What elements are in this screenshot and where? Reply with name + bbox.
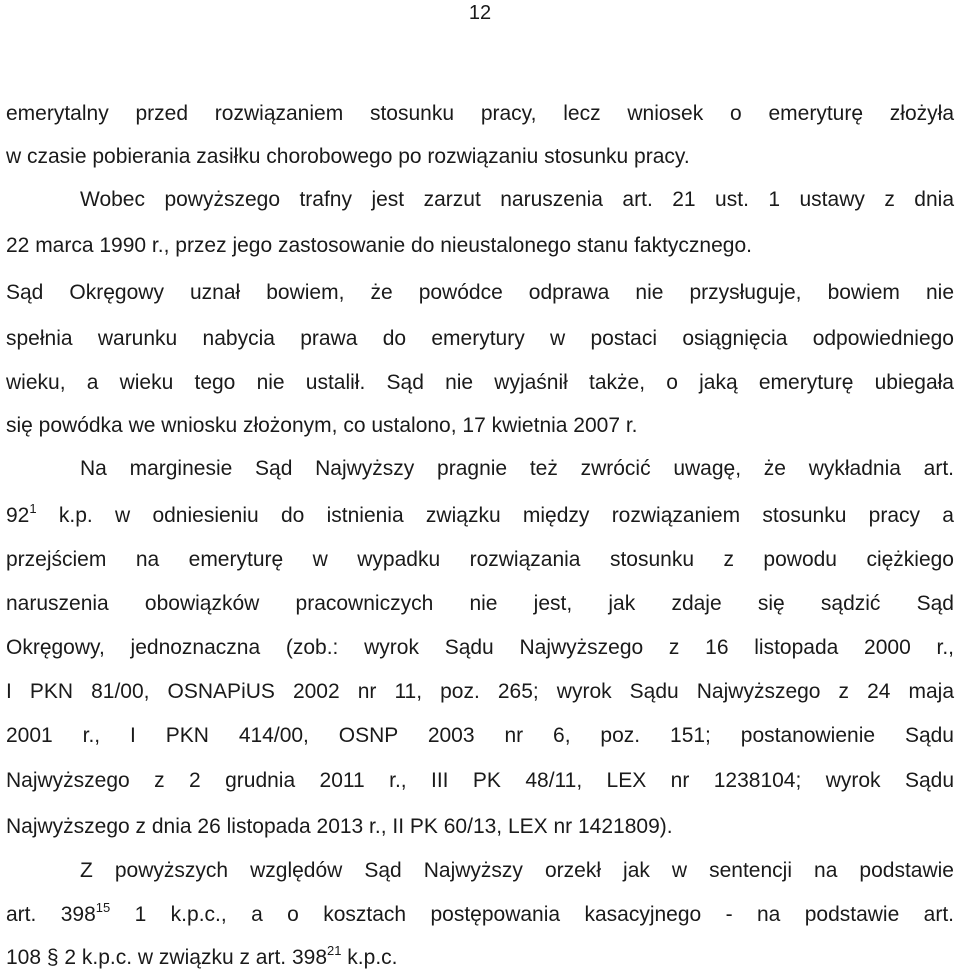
text-line: $92^1$ k.p. w odniesieniu do istnienia związku między rozwiązaniem stosunku pracy a [6, 501, 954, 527]
text-line: Z powyższych względów Sąd Najwyższy orzekł jak w sentencji na podstawie [80, 859, 954, 882]
text-line: w czasie pobierania zasiłku chorobowego po rozwiązaniu stosunku pracy. [6, 145, 690, 168]
section-sign: § [46, 946, 59, 969]
text-line: 2001 r., I PKN 414/00, OSNP 2003 nr 6, poz. 151; postanowienie Sądu [6, 724, 954, 747]
text-line: 108 § 2 k.p.c. w związku z art. $398^{21}$ k.p.c. [6, 943, 398, 969]
text-line: spełnia warunku nabycia prawa do emerytury w postaci osiągnięcia odpowiedniego [6, 327, 954, 350]
text-line: Wobec powyższego trafny jest zarzut naruszenia art. 21 ust. 1 ustawy z dnia [80, 188, 954, 211]
superscript: 15 [95, 900, 111, 915]
text-line: się powódka we wniosku złożonym, co ustalono, 17 kwietnia 2007 r. [6, 414, 638, 437]
text-line: Sąd Okręgowy uznał bowiem, że powódce odprawa nie przysługuje, bowiem nie [6, 281, 954, 304]
text-line: art. $398^{15}$ 1 k.p.c., a o kosztach postępowania kasacyjnego - na podstawie art. [6, 900, 954, 926]
superscript: 21 [327, 943, 342, 958]
text-line: Na marginesie Sąd Najwyższy pragnie też zwrócić uwagę, że wykładnia art. [80, 457, 954, 480]
page-number: 12 [468, 2, 492, 24]
text-line: naruszenia obowiązków pracowniczych nie jest, jak zdaje się sądzić Sąd [6, 592, 954, 615]
text-line: emerytalny przed rozwiązaniem stosunku pracy, lecz wniosek o emeryturę złożyła [6, 102, 954, 125]
text-line: Najwyższego z dnia 26 listopada 2013 r., II PK 60/13, LEX nr 1421809). [6, 815, 673, 838]
text-line: wieku, a wieku tego nie ustalił. Sąd nie wyjaśnił także, o jaką emeryturę ubiegała [6, 371, 954, 394]
text-line: I PKN 81/00, OSNAPiUS 2002 nr 11, poz. 265; wyrok Sądu Najwyższego z 24 maja [6, 680, 954, 703]
text-line: Okręgowy, jednoznaczna (zob.: wyrok Sądu Najwyższego z 16 listopada 2000 r., [6, 636, 954, 659]
text-line: 22 marca 1990 r., przez jego zastosowanie do nieustalonego stanu faktycznego. [6, 234, 752, 257]
text-line: Najwyższego z 2 grudnia 2011 r., III PK 48/11, LEX nr 1238104; wyrok Sądu [6, 769, 954, 792]
superscript: 1 [29, 501, 37, 516]
text-line: przejściem na emeryturę w wypadku rozwiązania stosunku z powodu ciężkiego [6, 548, 954, 571]
